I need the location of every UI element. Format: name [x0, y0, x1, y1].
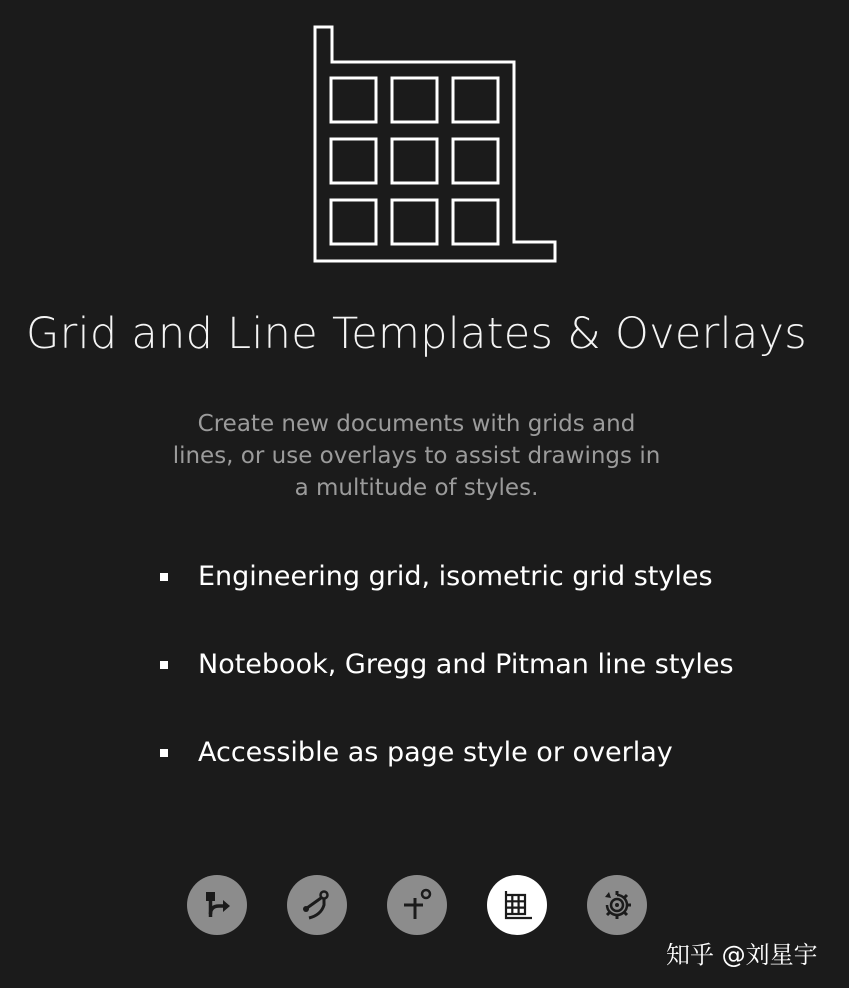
- nav-button-settings[interactable]: [587, 875, 647, 935]
- compass-icon: [299, 887, 335, 923]
- page-subtitle: Create new documents with grids and lines, or use overlays to assist drawings in a multitude of styles.: [172, 411, 661, 501]
- feature-text: Engineering grid, isometric grid styles: [198, 561, 713, 592]
- bullet-icon: [160, 573, 168, 581]
- gear-sync-icon: [599, 887, 635, 923]
- page-title: Grid and Line Templates & Overlays: [25, 309, 807, 359]
- branch-arrow-icon: [199, 887, 235, 923]
- protractor-icon: [399, 887, 435, 923]
- nav-button-protractor[interactable]: [387, 875, 447, 935]
- grid-template-icon: [300, 18, 570, 278]
- nav-button-branch[interactable]: [187, 875, 247, 935]
- grid-icon: [499, 887, 535, 923]
- watermark: 知乎 @刘星宇: [666, 941, 818, 969]
- feature-text: Accessible as page style or overlay: [198, 737, 673, 768]
- feature-text: Notebook, Gregg and Pitman line styles: [198, 649, 734, 680]
- bullet-icon: [160, 661, 168, 669]
- bullet-icon: [160, 749, 168, 757]
- nav-button-grid[interactable]: [487, 875, 547, 935]
- nav-button-compass[interactable]: [287, 875, 347, 935]
